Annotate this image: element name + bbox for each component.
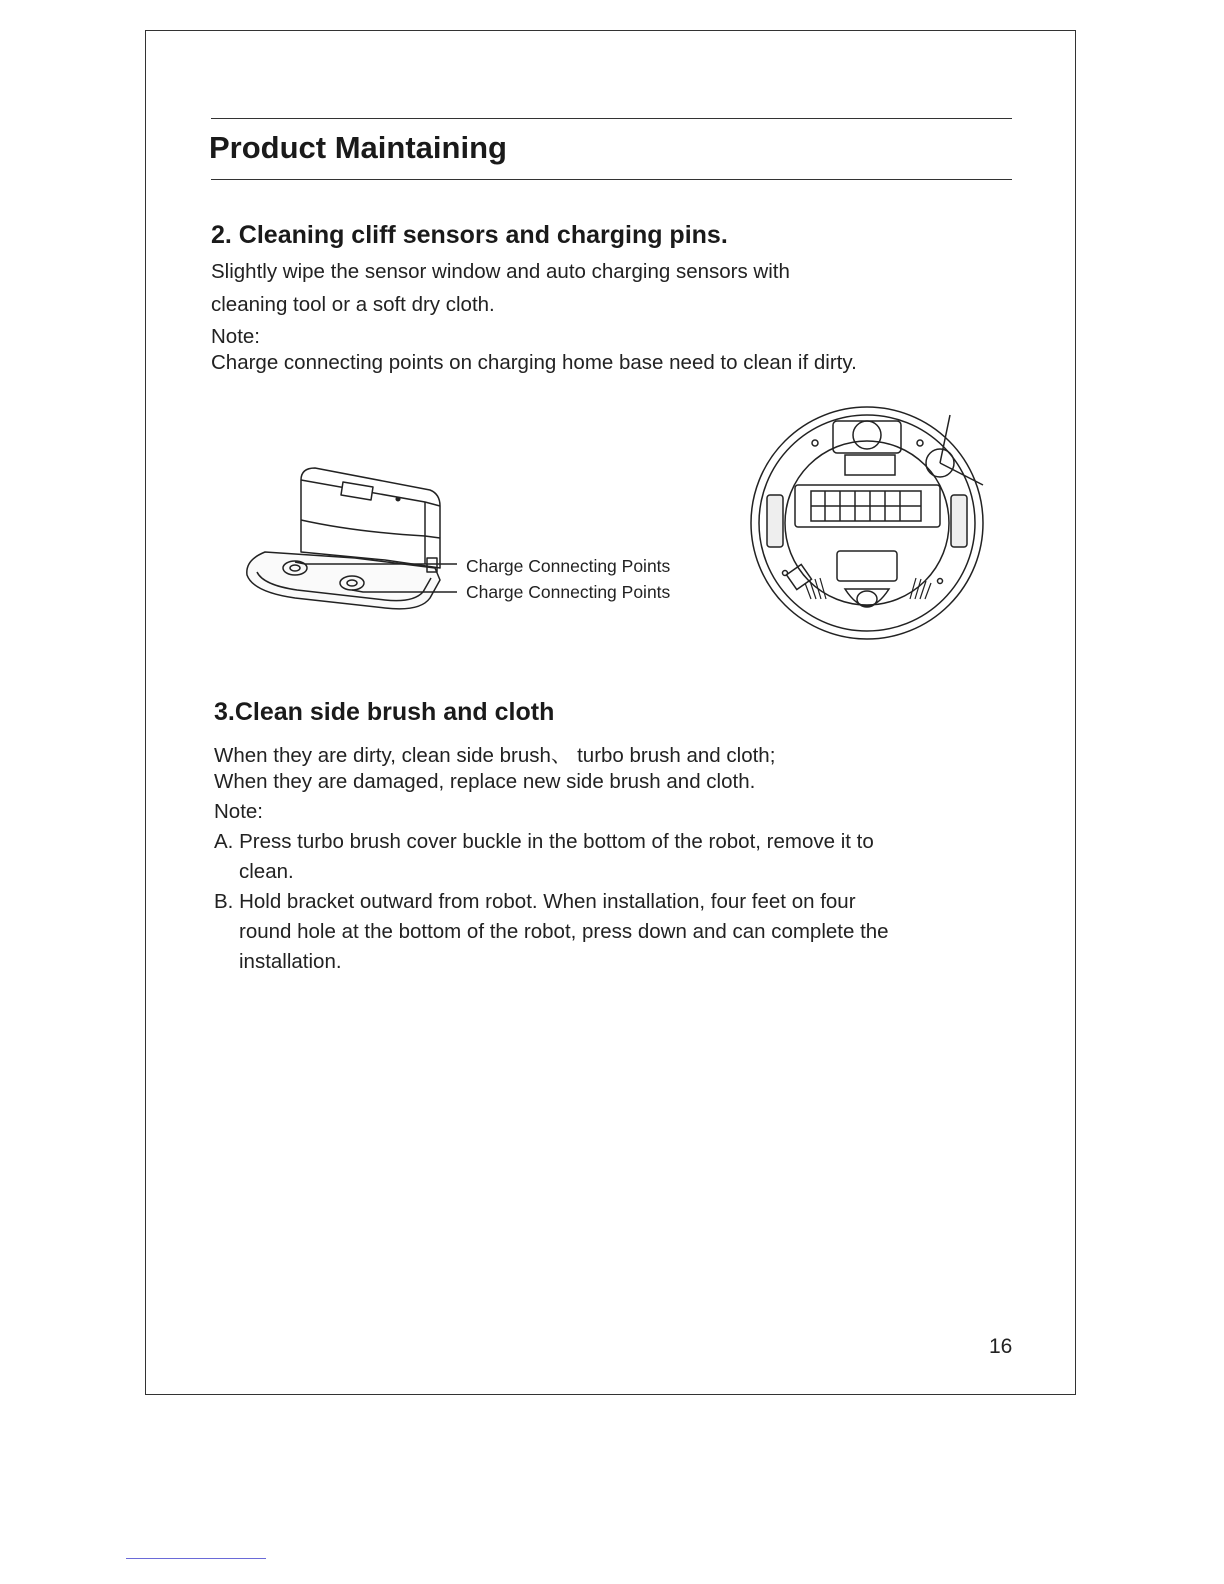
section-3-item-b-line-1: B. Hold bracket outward from robot. When installation, four feet on four	[214, 890, 856, 913]
footer-link-line	[126, 1558, 266, 1559]
section-3-line-2: When they are damaged, replace new side brush and cloth.	[214, 770, 756, 793]
section-2-line-1: Slightly wipe the sensor window and auto charging sensors with	[211, 260, 790, 283]
section-2-note-text: Charge connecting points on charging home base need to clean if dirty.	[211, 351, 857, 374]
callout-charge-points-2: Charge Connecting Points	[466, 582, 671, 602]
charging-dock-illustration	[235, 460, 465, 620]
section-3-heading: 3.Clean side brush and cloth	[214, 698, 555, 726]
section-3-note-label: Note:	[214, 800, 263, 823]
section-2-note-label: Note:	[211, 325, 260, 348]
section-3-item-b-line-3: installation.	[239, 950, 342, 973]
section-3-line-1: When they are dirty, clean side brush、 turbo brush and cloth;	[214, 744, 776, 767]
callout-charge-points-1: Charge Connecting Points	[466, 556, 671, 576]
page-number: 16	[989, 1335, 1013, 1358]
section-3-item-b-line-2: round hole at the bottom of the robot, press down and can complete the	[239, 920, 889, 943]
page-title: Product Maintaining	[209, 130, 507, 165]
header-rule-bottom	[211, 179, 1012, 180]
section-2-heading: 2. Cleaning cliff sensors and charging pins.	[211, 221, 728, 249]
section-3-item-a-line-2: clean.	[239, 860, 294, 883]
robot-bottom-illustration	[745, 403, 990, 643]
section-2-line-2: cleaning tool or a soft dry cloth.	[211, 293, 495, 316]
section-3-item-a-line-1: A. Press turbo brush cover buckle in the bottom of the robot, remove it to	[214, 830, 874, 853]
header-rule-top	[211, 118, 1012, 119]
